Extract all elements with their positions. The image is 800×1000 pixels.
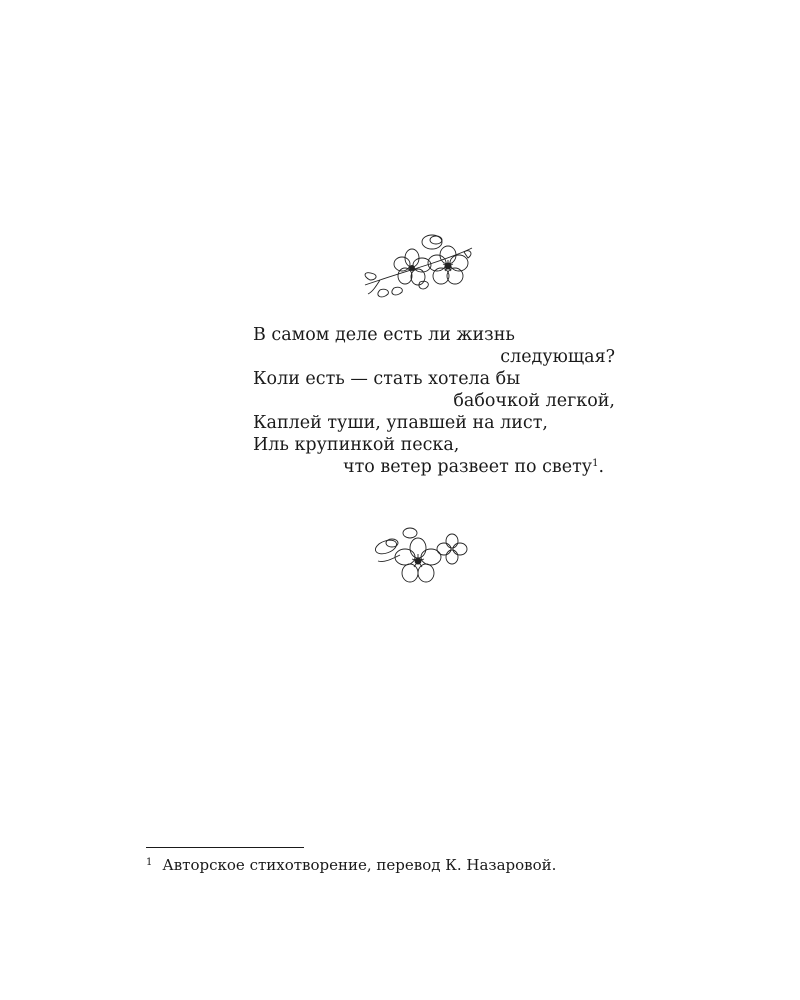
footnote — [146, 856, 556, 874]
footnote-reference[interactable]: 1 — [592, 458, 599, 469]
poem-line: бабочкой легкой, — [453, 391, 615, 411]
poem-final-punct: . — [598, 457, 605, 477]
footnote-text: Авторское стихотворение, перевод К. Назаровой. — [162, 856, 557, 874]
poem-line: Каплей туши, упавшей на лист, — [253, 413, 548, 433]
poem-line: следующая? — [500, 347, 615, 367]
poem-line: Иль крупинкой песка, — [253, 435, 460, 455]
poem-line-text: что ветер развеет по свету — [343, 457, 593, 477]
poem-line-last — [253, 456, 633, 478]
footnote-marker: 1 — [146, 857, 153, 868]
poem — [253, 324, 633, 478]
poem-line: В самом деле есть ли жизнь — [253, 325, 515, 345]
footnote-divider — [146, 847, 304, 848]
flower-cluster-icon — [370, 525, 470, 590]
poem-line: Коли есть — стать хотела бы — [253, 369, 521, 389]
flower-branch-icon — [360, 230, 480, 300]
